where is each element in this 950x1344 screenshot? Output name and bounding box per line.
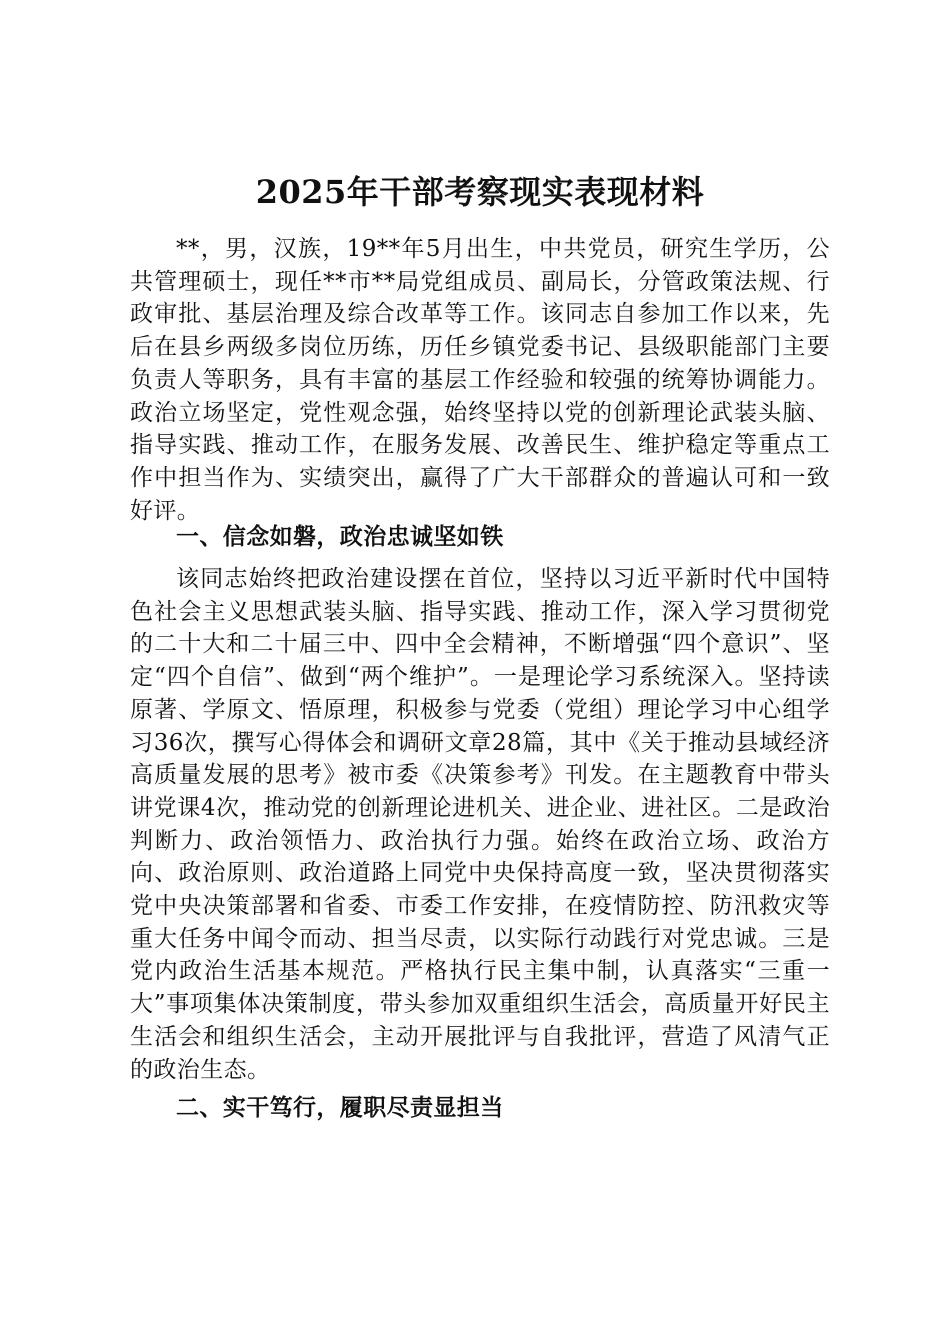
section-1-paragraph: 该同志始终把政治建设摆在首位，坚持以习近平新时代中国特色社会主义思想武装头脑、指导实践、推动工作，深入学习贯彻党的二十大和二十届三中、四中全会精神，不断增强“四个意识”、坚定“四个自信”、做到“两个维护”。一是理论学习系统深入。坚持读原著、学原文、悟原理，积极参与党委（党组）理论学习中心组学习36次，撰写心得体会和调研文章28篇，其中《关于推动县域经济高质量发展的思考》被市委《决策参考》刊发。在主题教育中带头讲党课4次，推动党的创新理论进机关、进企业、进社区。二是政治判断力、政治领悟力、政治执行力强。始终在政治立场、政治方向、政治原则、政治道路上同党中央保持高度一致，坚决贯彻落实党中央决策部署和省委、市委工作安排，在疫情防控、防汛救灾等重大任务中闻令而动、担当尽责，以实际行动践行对党忠诚。三是党内政治生活基本规范。严格执行民主集中制，认真落实“三重一大”事项集体决策制度，带头参加双重组织生活会，高质量开好民主生活会和组织生活会，主动开展批评与自我批评，营造了风清气正的政治生态。 (130, 566, 830, 1083)
section-heading-2: 二、实干笃行，履职尽责显担当 (176, 1094, 504, 1121)
document-title: 2025年干部考察现实表现材料 (255, 173, 705, 211)
intro-paragraph: **，男，汉族，19**年5月出生，中共党员，研究生学历，公共管理硕士，现任**市**局党组成员、副局长，分管政策法规、行政审批、基层治理及综合改革等工作。该同志自参加工作以来，先后在县乡两级多岗位历练，历任乡镇党委书记、县级职能部门主要负责人等职务，具有丰富的基层工作经验和较强的统筹协调能力。政治立场坚定，党性观念强，始终坚持以党的创新理论武装头脑、指导实践、推动工作，在服务发展、改善民生、维护稳定等重点工作中担当作为、实绩突出，赢得了广大干部群众的普遍认可和一致好评。 (130, 236, 830, 524)
section-heading-1: 一、信念如磐，政治忠诚坚如铁 (176, 523, 504, 550)
